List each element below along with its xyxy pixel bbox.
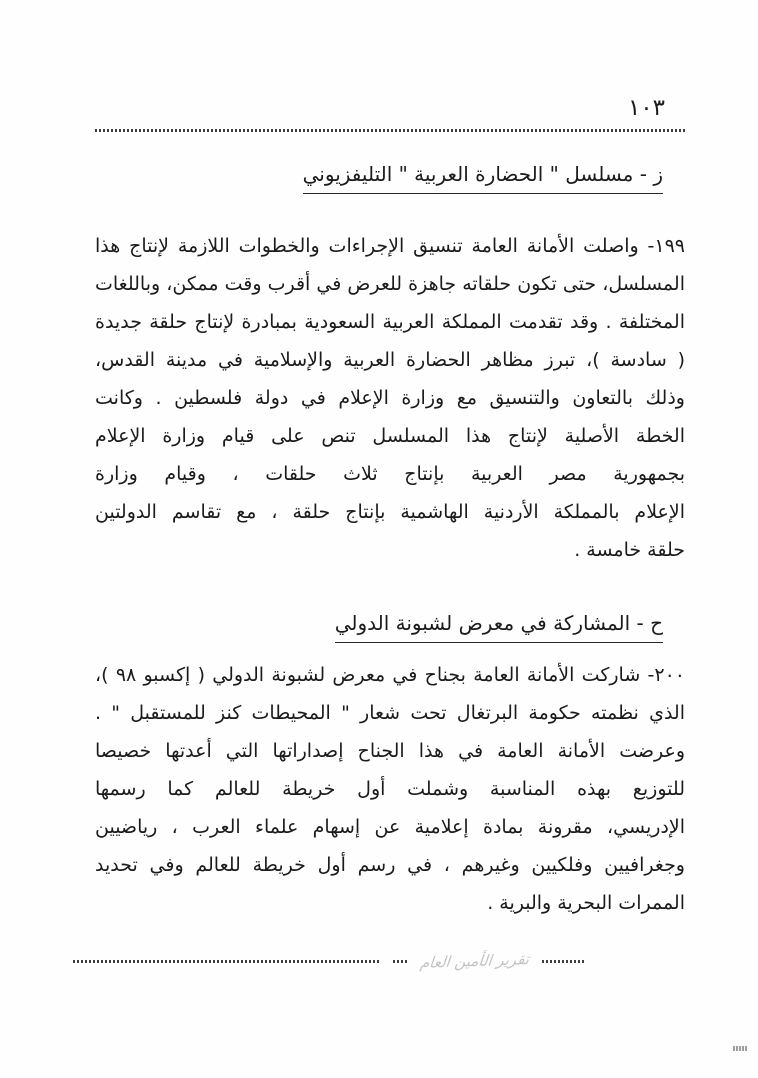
- paragraph-199-line: بجمهورية مصر العربية بإنتاج ثلاث حلقات ، وقيام وزارة: [95, 463, 685, 485]
- paragraph-199-line: حلقة خامسة .: [574, 539, 685, 561]
- section-z-heading-text: ز - مسلسل " الحضارة العربية " التليفزيوني: [303, 162, 663, 194]
- paragraph-199-line: ( سادسة )، تبرز مظاهر الحضارة العربية والإسلامية في مدينة القدس،: [95, 349, 685, 371]
- bottom-divider-line: [73, 960, 380, 963]
- paragraph-199: [95, 227, 685, 569]
- paragraph-199-line: وذلك بالتعاون والتنسيق مع وزارة الإعلام في دولة فلسطين . وكانت: [95, 387, 685, 409]
- top-divider-line: [95, 129, 685, 132]
- paragraph-199-line: المختلفة . وقد تقدمت المملكة العربية السعودية بمبادرة لإنتاج حلقة جديدة: [95, 311, 685, 333]
- paragraph-199-line: الخطة الأصلية لإنتاج هذا المسلسل تنص على قيام وزارة الإعلام: [95, 425, 685, 447]
- page-footer: [73, 952, 663, 970]
- paragraph-200-line: الإدريسي، مقرونة بمادة إعلامية عن إسهام علماء العرب ، رياضيين: [95, 816, 685, 838]
- paragraph-200-line: وجغرافيين وفلكيين وغيرهم ، في رسم أول خريطة للعالم وفي تحديد: [95, 854, 685, 876]
- section-h-heading-text: ح - المشاركة في معرض لشبونة الدولي: [335, 611, 663, 643]
- paragraph-199-line: ١٩٩- واصلت الأمانة العامة تنسيق الإجراءات والخطوات اللازمة لإنتاج هذا: [95, 235, 685, 257]
- corner-smudge-mark: [733, 1046, 747, 1051]
- paragraph-200-line: ٢٠٠- شاركت الأمانة العامة بجناح في معرض لشبونة الدولي ( إكسبو ٩٨ )،: [95, 664, 685, 686]
- paragraph-200-line: وعرضت الأمانة العامة في هذا الجناح إصداراتها التي أعدتها خصيصا: [95, 740, 685, 762]
- section-z-heading: [95, 162, 685, 194]
- paragraph-200-line: الممرات البحرية والبرية .: [487, 892, 685, 914]
- bottom-divider-dash: [393, 960, 407, 963]
- paragraph-199-line: الإعلام بالمملكة الأردنية الهاشمية بإنتاج حلقة ، مع تقاسم الدولتين: [95, 501, 685, 523]
- section-h-heading: [95, 611, 685, 643]
- paragraph-200-line: للتوزيع بهذه المناسبة وشملت أول خريطة للعالم كما رسمها: [95, 778, 685, 800]
- bottom-divider-dash: [542, 960, 584, 963]
- page-number: ١٠٣: [627, 95, 665, 121]
- paragraph-199-line: المسلسل، حتى تكون حلقاته جاهزة للعرض في أقرب وقت ممكن، وباللغات: [95, 273, 685, 295]
- paragraph-200: [95, 656, 685, 922]
- footer-stamp: تقرير الأمين العام: [418, 950, 530, 972]
- paragraph-200-line: الذي نظمته حكومة البرتغال تحت شعار " المحيطات كنز للمستقبل " .: [95, 702, 685, 724]
- page-content: [0, 94, 758, 922]
